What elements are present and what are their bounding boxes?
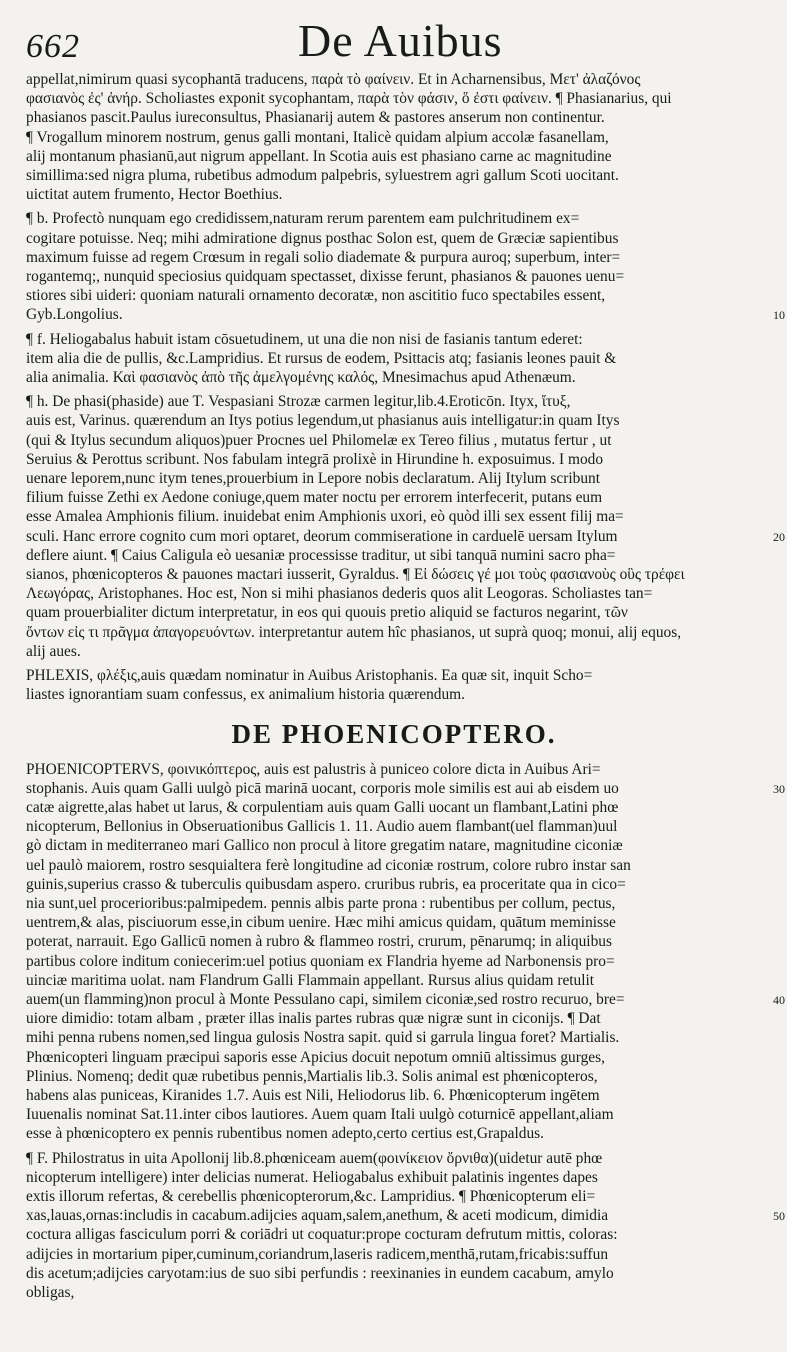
text-line: (qui & Itylus secundum aliquos)puer Procnes uel Philomelæ ex Tereo filius , mutatus fertur , ut	[26, 431, 612, 449]
text-line: sianos, phœnicopteros & pauones mactari iusserit, Gyraldus. ¶ Εἰ δώσεις γέ μοι τοὺς φασιανοὺς οὓς τρέφει	[26, 566, 685, 584]
text-line: sculi. Hanc errore cognito cum mori optaret, deorum commiseratione in carduelē uersam Itylum	[26, 527, 618, 545]
text-line: uenare leporem,nunc itym tenes,prouerbium in Lepore nobis declaratum. Alij Itylum scribunt	[26, 470, 600, 488]
section-heading-phoenicoptero: DE PHOENICOPTERO.	[231, 718, 557, 749]
text-line: xas,lauas,ornas:includis in cacabum.adijcies aquam,salem,anethum, & aceti modicum, dimidia	[26, 1207, 609, 1225]
text-line: nia sunt,uel procerioribus:palmipedem. pennis albis parte prona : rubentibus per collum, pectus,	[26, 894, 616, 912]
margin-number: 30	[773, 781, 785, 796]
text-line: Iuuenalis nominat Sat.11.inter cibos lautiores. Auem quam Itali uulgò coturnicē appellant,aliam	[26, 1106, 614, 1124]
text-line: PHLEXIS, φλέξις,auis quædam nominatur in Auibus Aristophanis. Ea quæ sit, inquit Scho=	[26, 667, 593, 685]
running-head: De Auibus	[298, 15, 503, 66]
text-line: ¶ Vrogallum minorem nostrum, genus galli montani, Italicè quidam alpium accolæ fasanellam,	[26, 128, 609, 146]
section-phoenicoptero-text	[26, 760, 762, 1303]
text-line: Seruius & Perottus scribunt. Nos fabulam integrā prolixè in Hirundine h. exposuimus. I modo	[26, 450, 604, 468]
text-line: quam prouerbialiter dictum interpretatur, in eos qui quouis pretio aliquid se facturos negarint, τῶν	[26, 604, 628, 622]
text-line: poterat, narrauit. Ego Gallicū nomen à rubro & flammeo rostri, crurum, pēnarumq; in aliquibus	[26, 933, 612, 951]
text-line: esse à phœnicoptero ex pennis rubentibus nomen adepto,certo certius est,Grapaldus.	[26, 1125, 544, 1143]
text-line: guinis,superius crasso & tuberculis quibusdam aspero. cruribus rubris, ea proceritate qua in cico=	[26, 875, 626, 893]
text-line: nicopterum, Bellonius in Obseruationibus Gallicis 1. 11. Audio auem flambant(uel flamman)uul	[26, 818, 618, 836]
page-body	[26, 70, 762, 1302]
section-phasianus-text	[26, 70, 762, 705]
text-line: auis est, Varinus. quærendum an Itys potius legendum,ut phasianus auis intelligatur:in quam Itys	[26, 412, 620, 430]
text-line: cogitare potuisse. Neq; mihi admiratione dignus posthac Solon est, quem de Græciæ sapientibus	[26, 229, 619, 247]
text-line: ¶ f. Heliogabalus habuit istam cōsuetudinem, ut una die non nisi de fasianis tantum ederet:	[26, 330, 583, 348]
text-line: appellat,nimirum quasi sycophantā traducens, παρὰ τὸ φαίνειν. Et in Acharnensibus, Μετ' ἀλαζόνος	[26, 71, 641, 88]
margin-number: 10	[773, 308, 785, 323]
text-line: ¶ F. Philostratus in uita Apollonij lib.8.phœniceam auem(φοινίκειον ὄρνιθα)(uidetur autē phœ	[26, 1149, 603, 1167]
margin-number: 40	[773, 992, 785, 1007]
text-line: ¶ b. Profectò nunquam ego credidissem,naturam rerum parentem eam pulchritudinem ex=	[26, 210, 580, 228]
text-line: uel paulò maiorem, rostro sesquialtera ferè longitudine ad ciconiæ rostrum, colore rubro instar san	[26, 856, 631, 874]
text-line: deflere aiunt. ¶ Caius Caligula eò uesaniæ processisse traditur, ut sibi tanquā numini sacro pha=	[26, 546, 616, 564]
text-line: gò dictam in mediterraneo mari Gallico non procul à litore gregatim natare, magnitudine ciconiæ	[26, 837, 623, 855]
text-line: uiore dimidio: totam albam , præter illas inalis partes rubras quæ nigræ sunt in ciconijs. ¶ Dat	[26, 1010, 601, 1028]
text-line: uinciæ maritima uolat. nam Flandrum Galli Flammain appellant. Rursus alius quidam retulit	[26, 971, 595, 989]
text-line: habens alas puniceas, Kiranides 1.7. Auis est Nili, Heliodorus lib. 6. Phœnicopterum ingētem	[26, 1086, 600, 1104]
text-line: alij aues.	[26, 642, 81, 660]
text-line: Λεωγόρας, Aristophanes. Hoc est, Non si mihi phasianos dederis quos alit Leogoras. Scholiastes tan=	[26, 585, 653, 603]
page-number: 662	[26, 28, 80, 65]
text-line: phasianos pascit.Paulus iureconsultus, Phasianarij autem & pastores anserum non continentur.	[26, 109, 605, 127]
text-line: alij montanum phasianū,aut nigrum appellant. In Scotia auis est phasiano carne ac magnitudine	[26, 147, 612, 165]
page-header	[26, 14, 767, 72]
text-line: simillima:sed nigra pluma, rubetibus admodum palpebris, syluestrem agri gallum Scoti uocitant.	[26, 167, 619, 185]
margin-number: 20	[773, 529, 785, 544]
text-line: maximum fuisse ad regem Crœsum in regali solio diademate & purpura auroq; superbum, inter=	[26, 248, 621, 266]
text-line: Plinius. Nomenq; dedit quæ rubetibus pennis,Martialis lib.3. Solis animal est phœnicopteros,	[26, 1067, 598, 1085]
text-line: ¶ h. De phasi(phaside) aue T. Vespasiani Strozæ carmen legitur,lib.4.Eroticōn. Ityx, ἴτυξ,	[26, 393, 571, 411]
text-line: nicopterum intelligere) inter delicias numerat. Heliogabalus exhibuit palatinis ingentes dapes	[26, 1168, 598, 1186]
text-line: rogantemq;, nunquid speciosius quidquam spectasset, dixisse ferunt, phasianos & pauones uenu=	[26, 268, 625, 286]
text-line: adijcies in mortarium piper,cuminum,coriandrum,laseris radicem,menthā,rutam,fricabis:suffun	[26, 1245, 609, 1263]
text-line: item alia die de pullis, &c.Lampridius. Et rursus de eodem, Psittacis atq; fasianis leones pauit &	[26, 349, 617, 367]
text-line: mihi penna rubens nomen,sed lingua gulosis Nostra sapit. quid si garrula lingua foret? Martialis.	[26, 1029, 620, 1047]
text-line: obligas,	[26, 1283, 75, 1301]
text-line: Gyb.Longolius.	[26, 306, 123, 324]
text-line: filium fuisse Zethi ex Aedone coniuge,quem mater noctu per errorem interfecerit, putans eum	[26, 489, 603, 507]
text-line: alia animalia. Καὶ φασιανὸς ἀπὸ τῆς ἀμελγομένης καλός, Mnesimachus apud Athenæum.	[26, 369, 576, 387]
text-line: PHOENICOPTERVS, φοινικόπτερος, auis est palustris à puniceo colore dicta in Auibus Ari=	[26, 760, 601, 778]
margin-number: 50	[773, 1209, 785, 1224]
text-line: uictitat autem frumento, Hector Boethius.	[26, 186, 283, 204]
text-line: extis illorum refertas, & cerebellis phœnicopterorum,&c. Lampridius. ¶ Phœnicopterum eli=	[26, 1187, 596, 1205]
text-line: auem(un flamming)non procul à Monte Pessulano capi, similem ciconiæ,sed rostro recuruo, bre=	[26, 990, 625, 1008]
text-line: catæ aigrette,alas habet ut larus, & corpulentiam auis quam Galli uocant un flambant,Latini phœ	[26, 798, 619, 816]
text-line: stiores sibi uideri: quoniam naturali ornamento decoratæ, non ascititio fuco spectabiles essent,	[26, 287, 606, 305]
text-line: coctura alligas fasciculum porri & coriādri ut coquatur:prope cocturam defrutum mittis, coloras:	[26, 1226, 618, 1244]
text-line: liastes ignorantiam suam confessus, ex animalium historia quærendum.	[26, 686, 465, 704]
text-line: partibus colore inditum coniecerim:uel potius quoniam ex Flandria hyeme ad Narbonensis pro=	[26, 952, 615, 970]
text-line: ὄντων εἰς τι πρᾶγμα ἀπαγορευόντων. interpretantur autem hîc phasianos, ut suprà quoq; monui, alij equos,	[26, 623, 682, 641]
text-line: uentrem,& alas, pisciuorum esse,in cibum uenire. Hæc mihi amicus quidam, quātum meminisse	[26, 914, 616, 932]
text-line: esse Amalea Amphionis filium. inuidebat enim Amphionis uxori, eò quòd illi sex essent filij ma=	[26, 508, 624, 526]
text-line: dis acetum;adijcies caryotam:ius de suo sibi perfundis : reexinanies in eundem cacabum, amylo	[26, 1264, 614, 1282]
text-line: stophanis. Auis quam Galli uulgò picā marinā uocant, corporis mole similis est aui ab eisdem uo	[26, 779, 619, 797]
text-line: φασιανὸς ἐς' ἀνήρ. Scholiastes exponit sycophantam, παρὰ τὸν φάσιν, ὅ ἐστι φαίνειν. ¶ Phasianarius, qui	[26, 90, 672, 108]
text-line: Phœnicopteri linguam præcipui saporis esse Apicius docuit nepotum omniū altissimus gurges,	[26, 1048, 605, 1066]
